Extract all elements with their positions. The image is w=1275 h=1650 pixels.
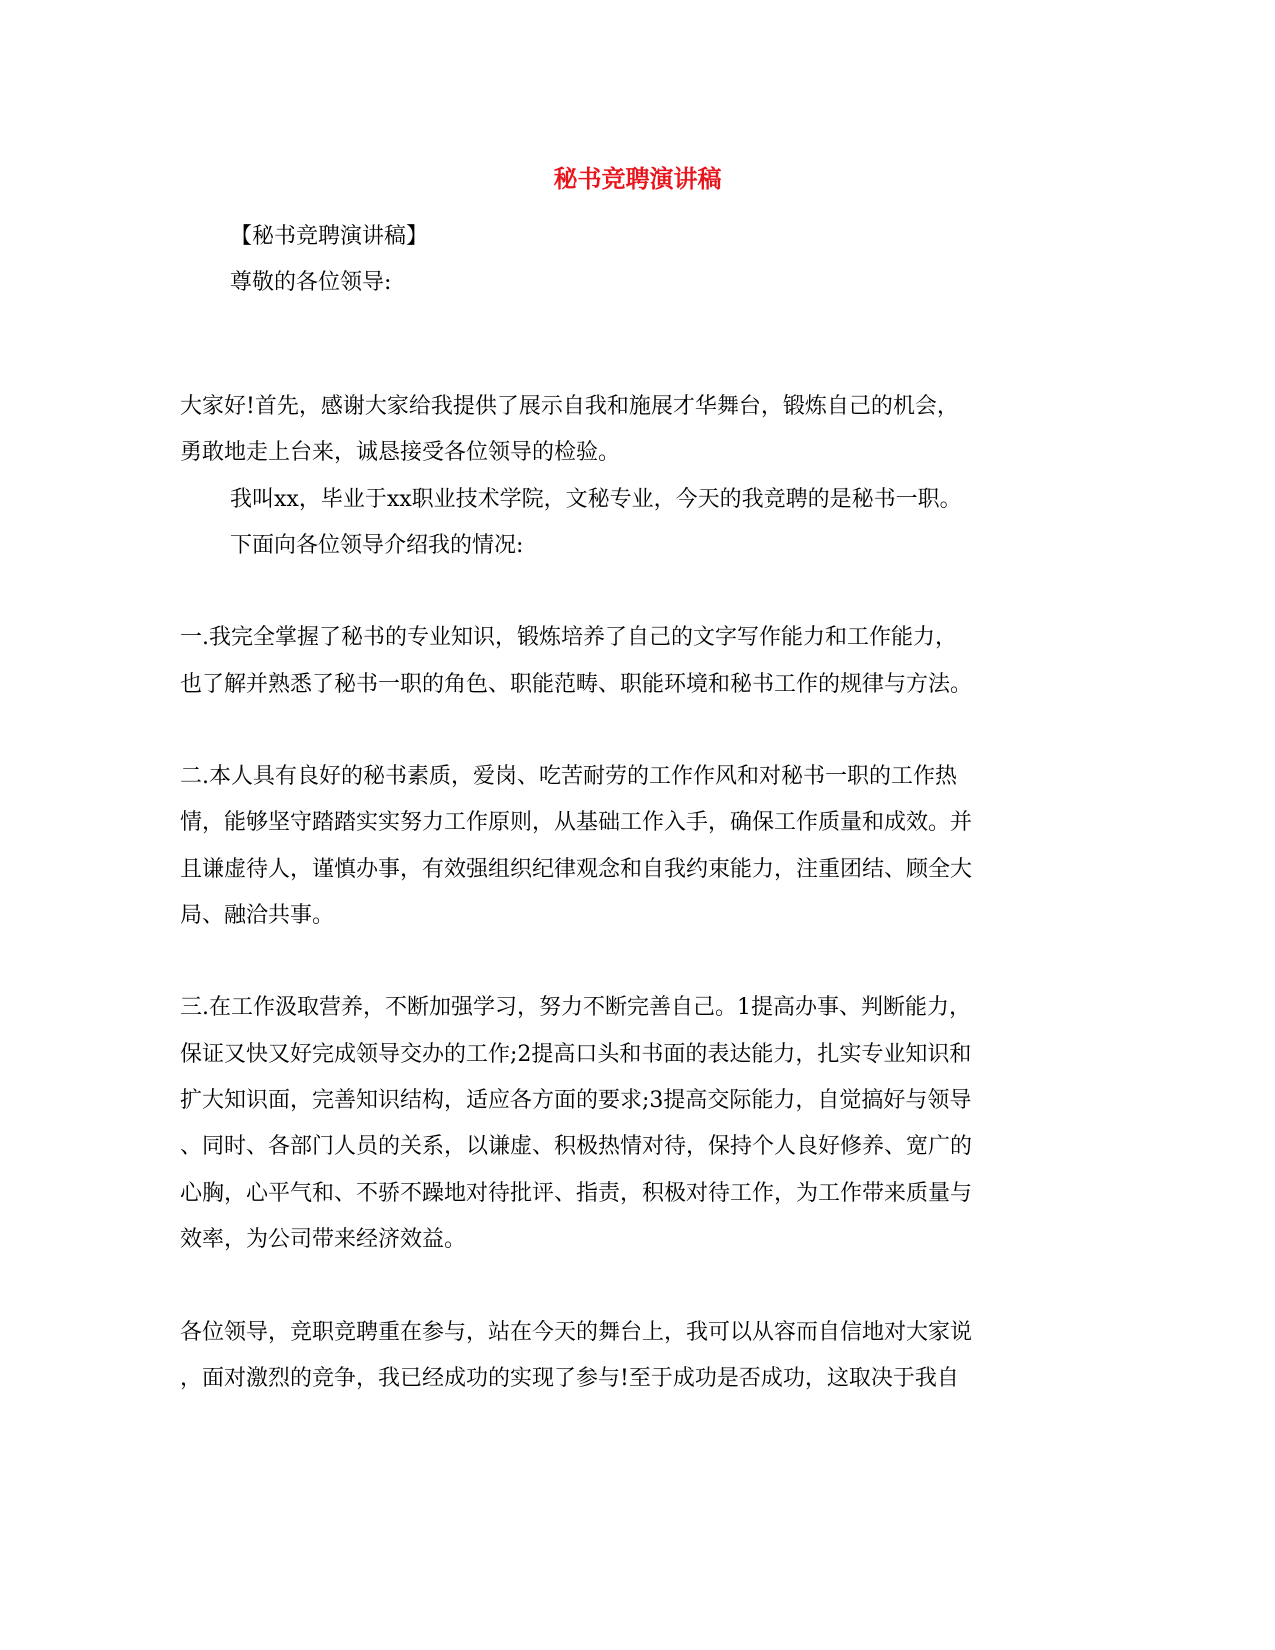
text-line: 二.本人具有良好的秘书素质，爱岗、吃苦耐劳的工作作风和对秘书一职的工作热 (180, 764, 957, 789)
text-line: 勇敢地走上台来，诚恳接受各位领导的检验。 (180, 440, 621, 465)
text-line: 、同时、各部门人员的关系，以谦虚、积极热情对待，保持个人良好修养、宽广的 (180, 1134, 973, 1159)
text-line: 也了解并熟悉了秘书一职的角色、职能范畴、职能环境和秘书工作的规律与方法。 (180, 672, 973, 697)
text-line: 下面向各位领导介绍我的情况: (230, 533, 524, 558)
text-line: 情，能够坚守踏踏实实努力工作原则，从基础工作入手，确保工作质量和成效。并 (180, 810, 973, 835)
text-line: 三.在工作汲取营养，不断加强学习，努力不断完善自己。1提高办事、判断能力， (180, 995, 971, 1020)
text-line: 大家好!首先，感谢大家给我提供了展示自我和施展才华舞台，锻炼自己的机会， (180, 394, 959, 419)
text-line: 局、融洽共事。 (180, 903, 335, 928)
text-line: 保证又快又好完成领导交办的工作;2提高口头和书面的表达能力，扎实专业知识和 (180, 1042, 972, 1067)
text-line: 且谦虚待人，谨慎办事，有效强组织纪律观念和自我约束能力，注重团结、顾全大 (180, 857, 973, 882)
text-line: ，面对激烈的竞争，我已经成功的实现了参与!至于成功是否成功，这取决于我自 (180, 1366, 959, 1391)
text-line: 尊敬的各位领导: (230, 270, 392, 295)
text-line: 一.我完全掌握了秘书的专业知识，锻炼培养了自己的文字写作能力和工作能力， (180, 625, 957, 650)
text-line: 效率，为公司带来经济效益。 (180, 1227, 467, 1252)
text-line: 扩大知识面，完善知识结构，适应各方面的要求;3提高交际能力，自觉搞好与领导 (180, 1088, 972, 1113)
text-line: 【秘书竞聘演讲稿】 (230, 224, 429, 249)
document-title: 秘书竞聘演讲稿 (553, 164, 722, 193)
text-line: 心胸，心平气和、不骄不躁地对待批评、指责，积极对待工作，为工作带来质量与 (180, 1181, 973, 1206)
text-line: 各位领导，竞职竞聘重在参与，站在今天的舞台上，我可以从容而自信地对大家说 (180, 1320, 973, 1345)
text-line: 我叫xx，毕业于xx职业技术学院，文秘专业，今天的我竞聘的是秘书一职。 (230, 487, 962, 512)
